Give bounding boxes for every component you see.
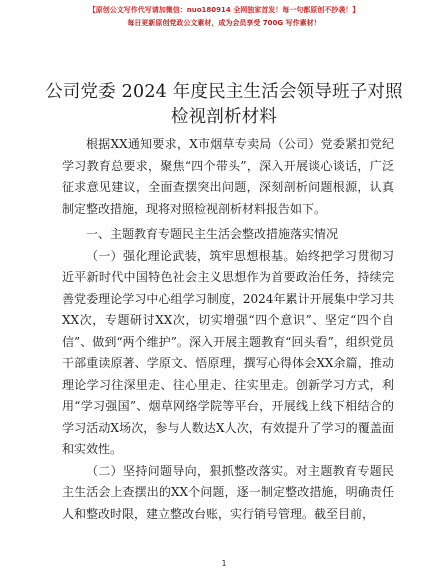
- promo-line-2: 每日更新原创党政公文素材，成为会员享受 700G 写作素材！: [127, 19, 321, 27]
- document-title: 公司党委 2024 年度民主生活会领导班子对照检视剖析材料: [45, 82, 403, 127]
- intro-paragraph: 根据XX通知要求，X市烟草专卖局（公司）党委紧扣党纪学习教育总要求，聚焦“四个带头”，深入开展谈心谈话，广泛征求意见建议，全面查摆突出问题，深刻剖析问题根源，认真制定整改措施，现将对照检视剖析材料报告如下。: [62, 137, 394, 216]
- document-body: [62, 134, 394, 525]
- paragraph-2: （二）坚持问题导向，狠抓整改落实。对主题教育专题民主生活会上查摆出的XX个问题，逐一制定整改措施，明确责任人和整改时限，建立整改台账，实行销号管理。截至目前，: [62, 463, 394, 521]
- promo-line-1: 【原创公文写作代写请加微信：nuo180914 全网独家首发！每一句都原创不抄袭！】: [88, 6, 360, 14]
- paragraph-1: （一）强化理论武装，筑牢思想根基。始终把学习贯彻习近平新时代中国特色社会主义思想作为首要政治任务，持续完善党委理论学习中心组学习制度，2024年累计开展集中学习共XX次，专题研讨XX次，切实增强“四个意识”、坚定“四个自信”、做到“两个维护”。深入开展主题教育“回头看”，组织党员干部重读原著、学原文、悟原理，撰写心得体会XX余篇，推动理论学习往深里走、往心里走、往实里走。创新学习方式，利用“学习强国”、烟草网络学院等平台，开展线上线下相结合的学习活动X场次，参与人数达X人次，有效提升了学习的覆盖面和实效性。: [62, 248, 394, 456]
- page-number: 1: [221, 559, 227, 568]
- section-heading-1: 一、主题教育专题民主生活会整改措施落实情况: [86, 227, 339, 241]
- promo-banner: [0, 4, 448, 30]
